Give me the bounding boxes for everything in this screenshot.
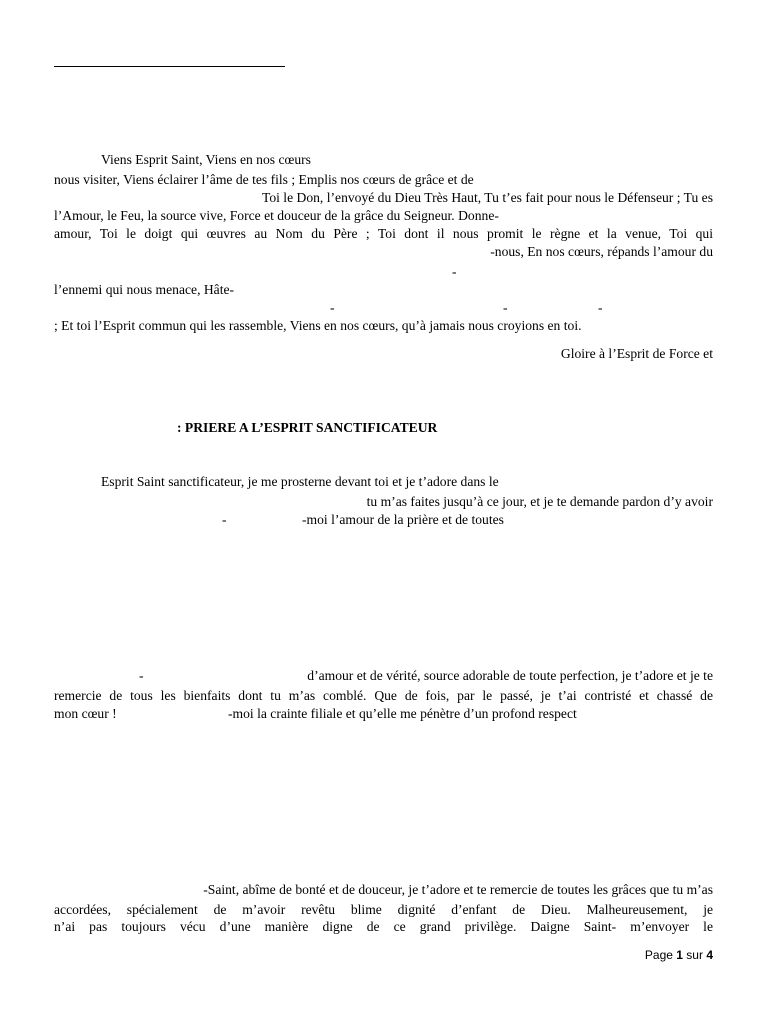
hymn-line-8: l’ennemi qui nous menace, Hâte- xyxy=(54,282,235,297)
prayer3-line-3: n’ai pas toujours vécu d’une manière digne de ce grand privilège. Daigne Saint- m’envoyer le xyxy=(54,919,713,934)
hymn-line-11: Gloire à l’Esprit de Force et xyxy=(560,346,713,361)
prayer-line-1: Esprit Saint sanctificateur, je me prosterne devant toi et je t’adore dans le xyxy=(101,474,499,489)
hymn-line-4: l’Amour, le Feu, la source vive, Force et douceur de la grâce du Seigneur. Donne- xyxy=(54,208,499,223)
prayer2-line-2: remercie de tous les bienfaits dont tu m’as comblé. Que de fois, par le passé, je t’ai contristé et chassé de xyxy=(54,688,713,703)
prayer-line-3-dash: - xyxy=(222,512,227,527)
prayer3-line-2: accordées, spécialement de m’avoir revêtu blime dignité d’enfant de Dieu. Malheureusement, je xyxy=(54,902,713,917)
hymn-line-2: nous visiter, Viens éclairer l’âme de tes fils ; Emplis nos cœurs de grâce et de xyxy=(54,172,474,187)
hymn-line-7: - xyxy=(452,264,457,279)
section-heading: : PRIERE A L’ESPRIT SANCTIFICATEUR xyxy=(177,420,438,435)
prayer2-line-1-dash: - xyxy=(139,668,144,683)
hymn-line-1: Viens Esprit Saint, Viens en nos cœurs xyxy=(101,152,311,167)
prayer-line-3: -moi l’amour de la prière et de toutes xyxy=(302,512,504,527)
hymn-line-3: Toi le Don, l’envoyé du Dieu Très Haut, Tu t’es fait pour nous le Défenseur ; Tu es xyxy=(261,190,713,205)
hymn-line-9-dash-a: - xyxy=(330,300,335,315)
footer-page-word: Page xyxy=(644,948,673,962)
footer-of-word: sur xyxy=(686,948,703,962)
prayer2-line-1: d’amour et de vérité, source adorable de toute perfection, je t’adore et je te xyxy=(307,668,713,683)
prayer2-line-3b: -moi la crainte filiale et qu’elle me pénètre d’un profond respect xyxy=(228,706,577,721)
footer-total-pages: 4 xyxy=(706,948,713,962)
footer-page-number: 1 xyxy=(676,948,683,962)
footnote-separator-line xyxy=(54,66,285,67)
hymn-line-9-dash-c: - xyxy=(598,300,603,315)
prayer-line-2: tu m’as faites jusqu’à ce jour, et je te demande pardon d’y avoir xyxy=(366,494,713,509)
prayer3-line-1: -Saint, abîme de bonté et de douceur, je t’adore et te remercie de toutes les grâces que tu m’as xyxy=(203,882,713,897)
hymn-line-5: amour, Toi le doigt qui œuvres au Nom du Père ; Toi dont il nous promit le règne et la venue, Toi qui xyxy=(54,226,713,241)
page-footer xyxy=(645,948,713,962)
hymn-line-10: ; Et toi l’Esprit commun qui les rassemble, Viens en nos cœurs, qu’à jamais nous croyions en toi. xyxy=(54,318,582,333)
hymn-line-6: -nous, En nos cœurs, répands l’amour du xyxy=(490,244,713,259)
hymn-line-9-dash-b: - xyxy=(503,300,508,315)
prayer2-line-3a: mon cœur ! xyxy=(54,706,117,721)
